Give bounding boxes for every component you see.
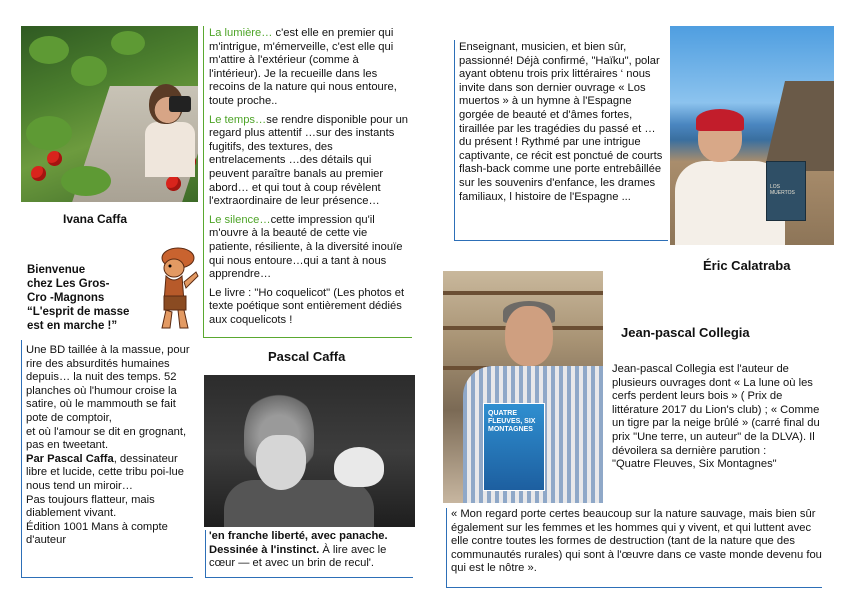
paragraph-light: La lumière… c'est elle en premier qui m'intrigue, m'émerveille, c'est elle qui m'attire à l'extérieur (comme à l'intérieur). Je la recueille dans les recoins de la nature qui nous entoure, toute proche.. [209, 27, 397, 107]
jean-pascal-collegia-bio: Jean-pascal Collegia est l'auteur de plusieurs ouvrages dont « La lune où les cerfs perdent leurs bois » ( Prix de littérature 2017 du Lion's club) ; « Comme un tigre par la neige brûlé » (carré final du prix "Une terre, un auteur" de la DLVA). Il dévoilera sa dernière parution : "Quatre Fleuves, Six Montagnes" [612, 363, 820, 471]
ivana-caffa-caption: Ivana Caffa [63, 212, 128, 226]
jean-pascal-collegia-title: Jean-pascal Collegia [621, 325, 750, 340]
eric-calatraba-caption: Éric Calatraba [703, 258, 791, 273]
jean-pascal-quote: « Mon regard porte certes beaucoup sur la nature sauvage, mais bien sûr également sur les femmes et les hommes qui y vivent, et qui luttent avec elle contre toutes les formes de destruction (tant de la nature que des communautés rurales) qui sont à l'œuvre dans ce vaste monde devenu fou qui est le nôtre ». [446, 508, 822, 588]
ivana-text-column [203, 26, 412, 338]
caveman-illustration [148, 240, 200, 335]
paragraph-silence: Le silence…cette impression qu'il m'ouvre à la beauté de cette vie patiente, résiliente, à la diversité inouïe qui nous entoure…qui a tant à nous apprendre… [209, 213, 403, 281]
paragraph-time: Le temps…se rendre disponible pour un regard plus attentif …sur des instants fugitifs, des textures, des entrelacements …des détails qui peuvent paraître banals au premier abord… et qui tout à coup révèlent l'extraordinaire de leur présence… [209, 113, 409, 208]
pascal-caffa-photo [204, 375, 415, 527]
eric-calatraba-photo: LOS MUERTOS [670, 26, 834, 245]
ivana-caffa-photo [21, 26, 198, 202]
paragraph-book: Le livre : "Ho coquelicot" (Les photos et texte poétique sont entièrement dédiés aux coquelicots ! [209, 286, 405, 326]
pascal-quote: 'en franche liberté, avec panache. Dessinée à l'instinct. À lire avec le cœur — et avec un brin de recul'. [205, 530, 413, 578]
welcome-heading: Bienvenue chez Les Gros- Cro -Magnons “L'esprit de masse est en marche !” [27, 264, 130, 332]
eric-calatraba-text: Enseignant, musicien, et bien sûr, passionné! Déjà confirmé, "Haïku", polar ayant obtenu trois prix littéraires ‘ nous invite dans son dernier ouvrage « Los muertos » à un hymne à l'Espagne gorgée de beauté et d'âmes fortes, tiraillée par les tragédies du passé et … du présent ! Rythmé par une intrigue captivante, ce récit est ponctué de courts flash-back comme une porte entrebâillée sur les souvenirs d'enfance, les drames familiaux, l histoire de l'Espagne ... [454, 40, 668, 241]
pascal-caffa-title: Pascal Caffa [268, 349, 346, 364]
bd-description: Une BD taillée à la massue, pour rire des absurdités humaines depuis… la nuit des temps. 52 planches où l'humour croise la satire, où le mammouth se fait pote de comptoir, et où l'amour se dit en grognant, pas en tweetant. Par Pascal Caffa, dessinateur libre et lucide, cette tribu poi-lue nous tend un miroir… Pas toujours flatteur, mais diablement vivant. Édition 1001 Mans à compte d'auteur [21, 340, 193, 578]
jean-pascal-collegia-photo: QUATRE FLEUVES, SIX MONTAGNES [443, 271, 603, 503]
